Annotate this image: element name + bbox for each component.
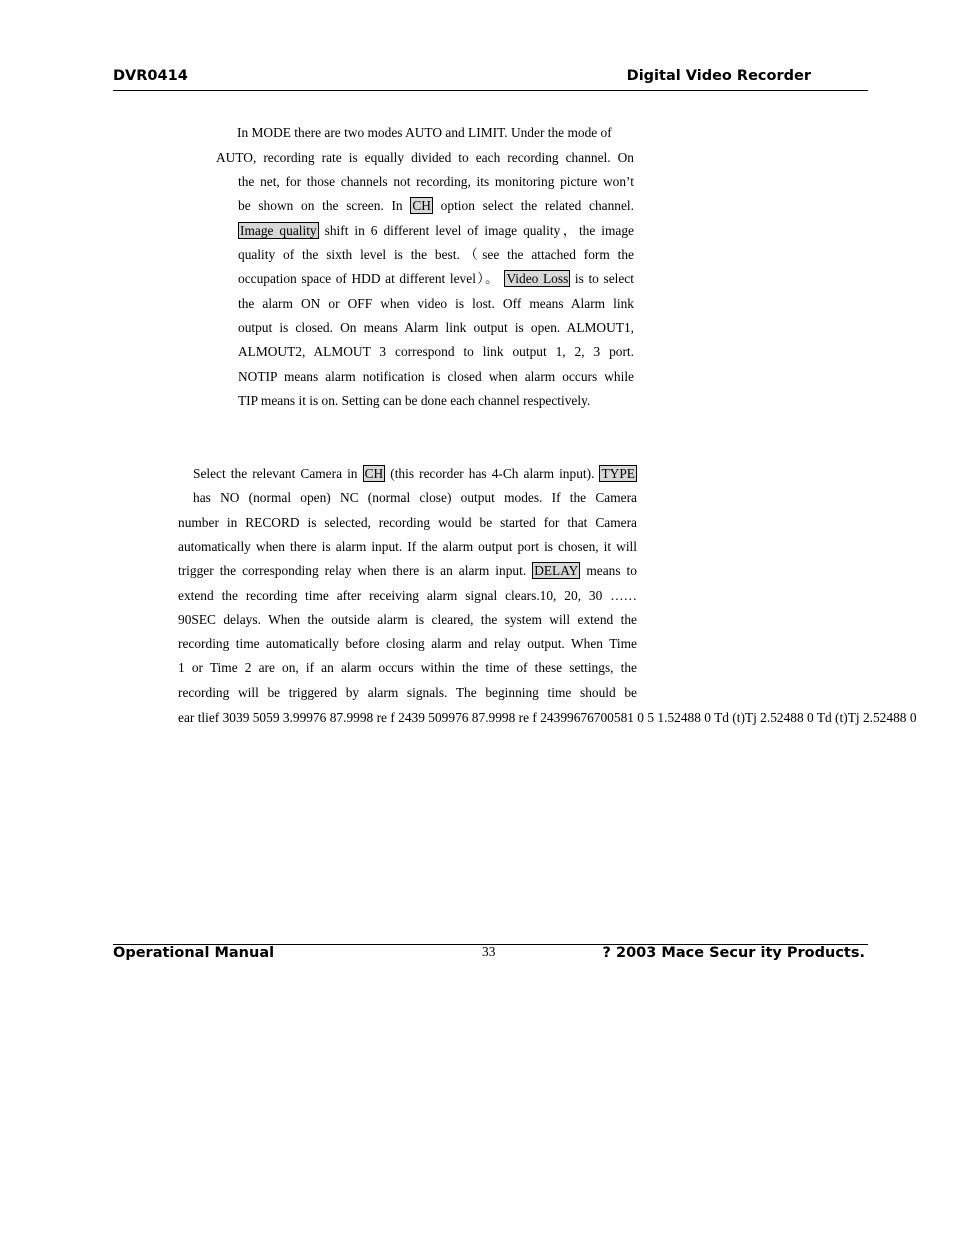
text-fragment: shift in 6 different level of image quality，the image xyxy=(324,223,634,238)
text-fragment: be shown on the screen. In xyxy=(238,198,403,213)
paragraph-line: number in RECORD is selected, recording would be started for that Camera xyxy=(178,515,637,530)
text-fragment: means to xyxy=(586,563,637,578)
ch-option-label: CH xyxy=(364,466,384,481)
header-model: DVR0414 xyxy=(113,68,188,84)
paragraph-line: output is closed. On means Alarm link output is open. ALMOUT1, xyxy=(238,320,634,335)
paragraph-line: NOTIP means alarm notification is closed when alarm occurs while xyxy=(238,369,634,384)
footer-manual-title: Operational Manual xyxy=(113,945,275,961)
paragraph-line: automatically when there is alarm input. If the alarm output port is chosen, it will xyxy=(178,539,637,554)
text-fragment: Select the relevant Camera in xyxy=(193,466,358,481)
text-fragment: occupation space of HDD at different level）。 xyxy=(238,271,500,286)
ch-option-label: CH xyxy=(412,198,431,213)
paragraph-line: TIP means it is on. Setting can be done each channel respectively. xyxy=(238,393,591,408)
paragraph-line: 90SEC delays. When the outside alarm is cleared, the system will extend the xyxy=(178,612,637,627)
paragraph-line xyxy=(238,271,634,287)
header-rule xyxy=(113,90,868,91)
paragraph-line: ALMOUT2, ALMOUT 3 correspond to link output 1, 2, 3 port. xyxy=(238,344,634,359)
image-quality-option-label: Image quality xyxy=(240,223,317,238)
paragraph-line xyxy=(238,223,634,239)
text-fragment: option select the related channel. xyxy=(440,198,634,213)
footer-copyright: ? 2003 Mace Secur ity Products. xyxy=(602,945,865,961)
paragraph-line: recording will be triggered by alarm signals. The beginning time should be xyxy=(178,685,637,700)
text-fragment: is to select xyxy=(574,271,634,286)
paragraph-line xyxy=(178,563,637,579)
paragraph-line: In MODE there are two modes AUTO and LIMIT. Under the mode of xyxy=(237,125,612,140)
text-fragment: trigger the corresponding relay when there is an alarm input. xyxy=(178,563,527,578)
paragraph-line: the net, for those channels not recording, its monitoring picture won’t xyxy=(238,174,634,189)
paragraph-line: the alarm ON or OFF when video is lost. Off means Alarm link xyxy=(238,296,634,311)
page-number: 33 xyxy=(482,944,496,959)
delay-option-label: DELAY xyxy=(534,563,579,578)
paragraph-line xyxy=(238,198,634,214)
type-option-label: TYPE xyxy=(601,466,635,481)
paragraph-line xyxy=(193,466,637,482)
paragraph-line: quality of the sixth level is the best.（see the attached form the xyxy=(238,247,634,262)
paragraph-line: recording time automatically before closing alarm and relay output. When Time xyxy=(178,636,637,651)
paragraph-line: 1 or Time 2 are on, if an alarm occurs within the time of these settings, the xyxy=(178,660,637,675)
video-loss-option-label: Video Loss xyxy=(506,271,569,286)
paragraph-line: has NO (normal open) NC (normal close) output modes. If the Camera xyxy=(193,490,637,505)
header-title: Digital Video Recorder xyxy=(626,68,811,84)
paragraph-line: AUTO, recording rate is equally divided to each recording channel. On xyxy=(216,150,634,165)
text-fragment: (this recorder has 4-Ch alarm input). xyxy=(390,466,595,481)
paragraph-line: extend the recording time after receiving alarm signal clears.10, 20, 30 …… xyxy=(178,588,637,603)
corrupted-text-line: ear tlief 3039 5059 3.99976 87.9998 re f 2439 509976 87.9998 re f 24399676700581 0 5 1.52488 0 Td (t)Tj 2.52488 0 Td (t)Tj 2.52488 0 xyxy=(178,710,917,725)
